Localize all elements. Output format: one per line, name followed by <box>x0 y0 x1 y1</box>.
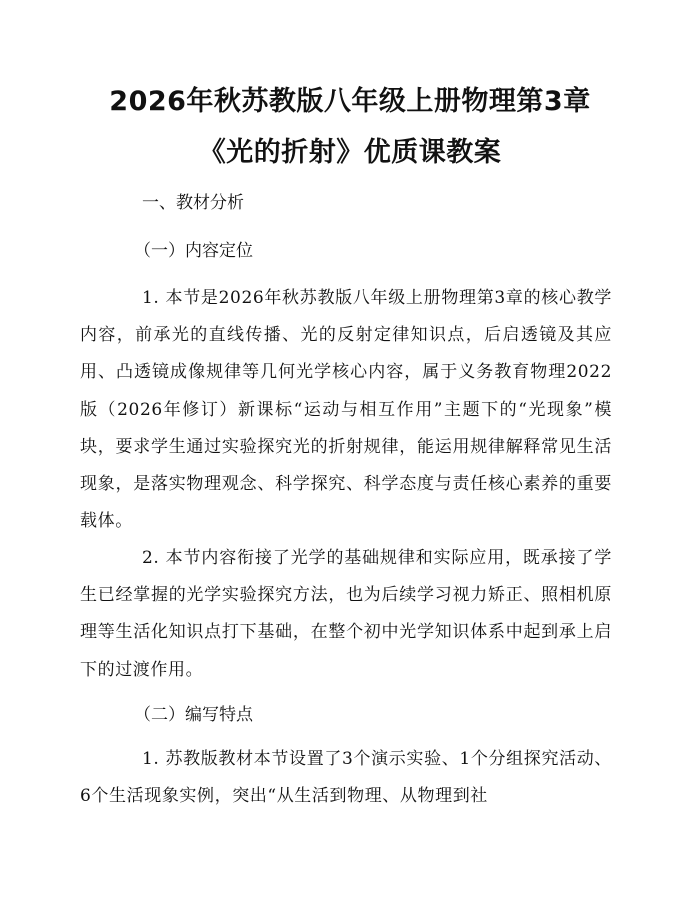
paragraph-2: 2. 本节内容衔接了光学的基础规律和实际应用，既承接了学生已经掌握的光学实验探究方法，也为后续学习视力矫正、照相机原理等生活化知识点打下基础，在整个初中光学知识体系中起到承上启下的过渡作用。 <box>80 548 612 680</box>
document-title: 2026年秋苏教版八年级上册物理第3章《光的折射》优质课教案 <box>109 86 591 168</box>
paragraph-1: 1. 本节是2026年秋苏教版八年级上册物理第3章的核心教学内容，前承光的直线传播、光的反射定律知识点，后启透镜及其应用、凸透镜成像规律等几何光学核心内容，属于义务教育物理2022版（2026年修订）新课标“运动与相互作用”主题下的“光现象”模块，要求学生通过实验探究光的折射规律，能运用规律解释常见生活现象，是落实物理观念、科学探究、科学态度与责任核心素养的重要载体。 <box>80 288 612 532</box>
subsection-heading-content-positioning: （一）内容定位 <box>134 241 253 261</box>
paragraph-3: 1. 苏教版教材本节设置了3个演示实验、1个分组探究活动、6个生活现象实例，突出“从生活到物理、从物理到社 <box>80 749 612 807</box>
subsection-heading-writing-features: （二）编写特点 <box>134 705 253 725</box>
section-heading-textbook-analysis: 一、教材分析 <box>142 193 244 213</box>
